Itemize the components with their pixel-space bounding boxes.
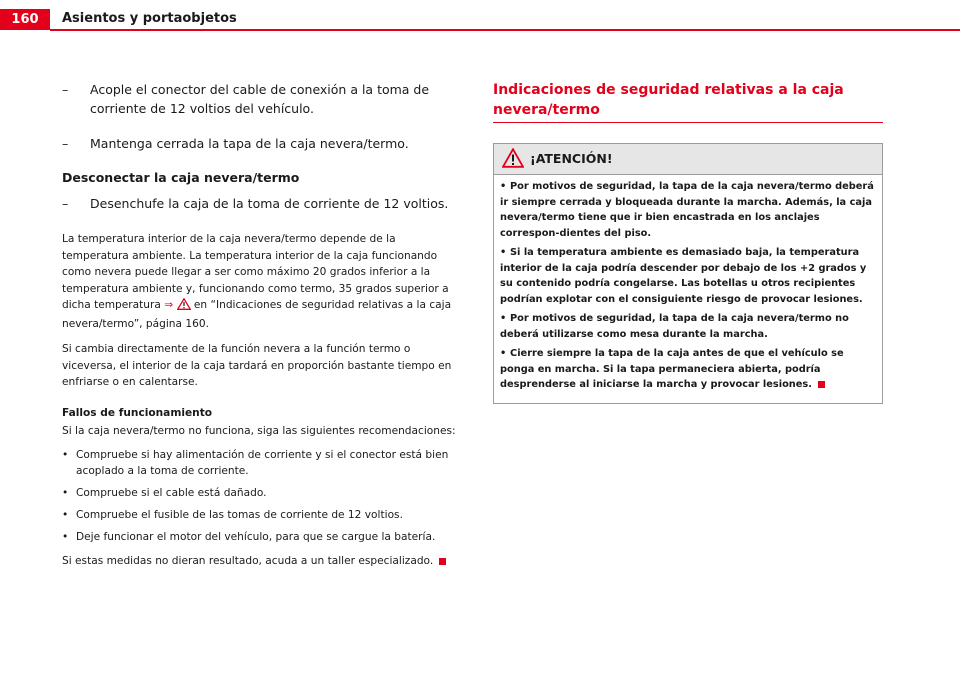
warning-item — [500, 245, 874, 307]
closing-text: Si estas medidas no dieran resultado, acuda a un taller especializado. — [62, 555, 434, 567]
chapter-title: Asientos y portaobjetos — [62, 11, 237, 26]
warning-item-text: Cierre siempre la tapa de la caja antes de que el vehículo se ponga en marcha. Si la tapa permaneciera abierta, podría desprenderse al iniciarse la marcha y provocar lesiones. — [500, 348, 844, 390]
end-of-section-icon — [818, 381, 825, 388]
list-item-text: Compruebe el fusible de las tomas de corriente de 12 voltios. — [76, 509, 403, 521]
step-text: Desenchufe la caja de la toma de corriente de 12 voltios. — [90, 196, 449, 211]
page-number: 160 — [0, 9, 50, 30]
warning-item-text: Por motivos de seguridad, la tapa de la caja nevera/termo deberá ir siempre cerrada y bloqueada durante la marcha. Además, la caja nevera/termo tiene que ir bien encastrada en los anclajes correspon-dientes del piso. — [500, 181, 874, 239]
list-item — [62, 529, 462, 545]
bullet-icon: • — [500, 181, 507, 192]
warning-box — [493, 143, 883, 404]
list-item — [62, 485, 462, 501]
dash-marker: – — [62, 82, 69, 97]
disconnect-heading: Desconectar la caja nevera/termo — [62, 170, 300, 185]
list-item — [62, 507, 462, 523]
step-text: Acople el conector del cable de conexión a la toma de corriente de 12 voltios del vehículo. — [90, 82, 430, 116]
warning-box-body — [494, 175, 882, 403]
header-rule — [50, 29, 960, 31]
reference-arrow: ⇒ — [164, 299, 174, 311]
paragraph-temperature — [62, 231, 462, 332]
step-text: Mantenga cerrada la tapa de la caja nevera/termo. — [90, 136, 409, 151]
list-item-text: Deje funcionar el motor del vehículo, para que se cargue la batería. — [76, 531, 436, 543]
warning-item — [500, 346, 874, 393]
bullet-icon: • — [500, 247, 507, 258]
paragraph-switch-mode: Si cambia directamente de la función nevera a la función termo o viceversa, el interior de la caja tardará en proporción bastante tiempo en enfriarse o en calentarse. — [62, 343, 452, 388]
bullet-icon: • — [62, 449, 69, 461]
list-item-text: Compruebe si hay alimentación de corriente y si el conector está bien acoplado a la toma de corriente. — [76, 449, 449, 477]
dash-marker: – — [62, 136, 69, 151]
right-column — [493, 80, 883, 404]
dash-marker: – — [62, 196, 69, 211]
bullet-icon: • — [62, 531, 69, 543]
closing-paragraph — [62, 553, 462, 570]
page-header — [0, 0, 960, 30]
warning-item-text: Si la temperatura ambiente es demasiado baja, la temperatura interior de la caja podría descender por debajo de los +2 grados y su contenido podría congelarse. Las botellas u otros recipientes podrían explotar con el consiguiente riesgo de provocar lesiones. — [500, 247, 867, 305]
warning-triangle-icon[interactable] — [177, 298, 191, 316]
warning-title: ¡ATENCIÓN! — [530, 151, 613, 166]
list-item-text: Compruebe si el cable está dañado. — [76, 487, 267, 499]
section-title: Indicaciones de seguridad relativas a la caja nevera/termo — [493, 80, 883, 123]
step-item — [62, 80, 462, 118]
bullet-icon: • — [62, 487, 69, 499]
left-column — [62, 80, 462, 579]
list-item — [62, 447, 462, 479]
paragraph-text: La temperatura interior de la caja nevera/termo depende de la temperatura ambiente. La temperatura interior de la caja funcionando como nevera puede llegar a ser como máximo 20 grados inferior a la temperatura ambiente y, funcionando como termo, 35 grados superior a dicha temperatura — [62, 233, 449, 311]
warning-item — [500, 311, 874, 342]
bullet-icon: • — [62, 509, 69, 521]
reference-link[interactable]: en “Indicaciones de seguridad relativas a la caja nevera/termo”, página 160. — [62, 299, 452, 330]
warning-box-header — [494, 144, 882, 175]
bullet-icon: • — [500, 313, 507, 324]
bullet-icon: • — [500, 348, 507, 359]
step-item — [62, 194, 462, 213]
end-of-section-icon — [439, 558, 446, 565]
warning-item-text: Por motivos de seguridad, la tapa de la caja nevera/termo no deberá utilizarse como mesa durante la marcha. — [500, 313, 849, 340]
warning-item — [500, 179, 874, 241]
faults-heading: Fallos de funcionamiento — [62, 406, 213, 419]
warning-triangle-icon — [502, 148, 524, 172]
faults-intro: Si la caja nevera/termo no funciona, siga las siguientes recomendaciones: — [62, 424, 456, 437]
step-item — [62, 134, 462, 153]
